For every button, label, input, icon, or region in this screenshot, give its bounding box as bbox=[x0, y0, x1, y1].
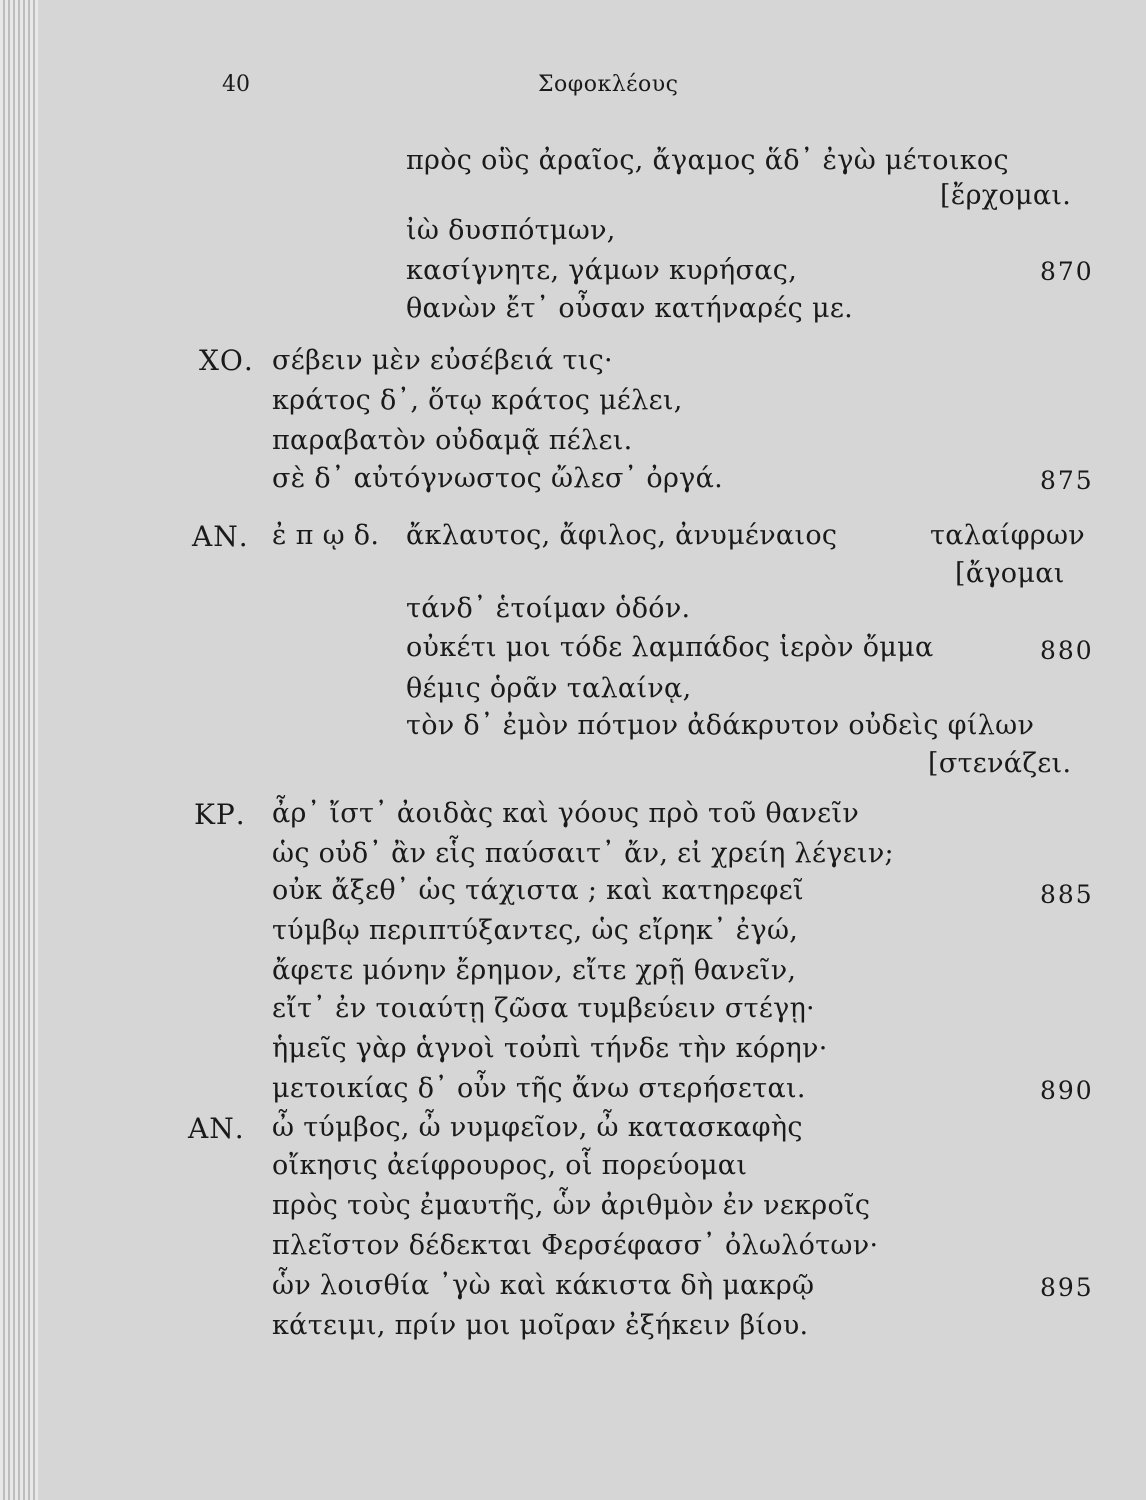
line-number: 870 bbox=[1040, 257, 1094, 286]
verse-line: κάτειμι, πρίν μοι μοῖραν ἐξήκειν βίου. bbox=[272, 1310, 809, 1341]
verse-line: σέβειν μὲν εὐσέβειά τις· bbox=[272, 345, 613, 376]
verse-line: ἆρ᾽ ἴστ᾽ ἀοιδὰς καὶ γόους πρὸ τοῦ θανεῖν bbox=[272, 798, 860, 829]
verse-line-continuation: [ἄγομαι bbox=[955, 558, 1065, 589]
line-number: 875 bbox=[1040, 466, 1094, 495]
verse-line: οὐκέτι μοι τόδε λαμπάδος ἱερὸν ὄμμα bbox=[406, 632, 934, 663]
verse-line: θανὼν ἔτ᾽ οὖσαν κατήναρές με. bbox=[406, 293, 854, 324]
verse-line: ἄκλαυτος, ἄφιλος, ἀνυμέναιος bbox=[406, 520, 838, 551]
verse-line: πλεῖστον δέδεκται Φερσέφασσ᾽ ὀλωλότων· bbox=[272, 1230, 879, 1261]
verse-line: ὡς οὐδ᾽ ἂν εἷς παύσαιτ᾽ ἄν, εἰ χρείη λέγειν; bbox=[272, 838, 894, 869]
page-number: 40 bbox=[222, 72, 250, 97]
line-number: 885 bbox=[1040, 880, 1094, 909]
verse-line: ἄφετε μόνην ἔρημον, εἴτε χρῇ θανεῖν, bbox=[272, 955, 797, 986]
running-title: Σοφοκλέους bbox=[538, 72, 679, 97]
speaker-label-antigone: ΑΝ. bbox=[188, 1112, 245, 1145]
verse-line: ἡμεῖς γὰρ ἁγνοὶ τοὐπὶ τήνδε τὴν κόρην· bbox=[272, 1033, 828, 1064]
verse-line: κράτος δ᾽, ὅτῳ κράτος μέλει, bbox=[272, 385, 683, 416]
speaker-label-antigone: ΑΝ. bbox=[192, 520, 249, 553]
epode-label: ἐ π ῳ δ. bbox=[272, 520, 380, 551]
verse-line: κασίγνητε, γάμων κυρήσας, bbox=[406, 255, 798, 286]
verse-line: θέμις ὁρᾶν ταλαίνᾳ, bbox=[406, 673, 692, 704]
verse-line: εἴτ᾽ ἐν τοιαύτῃ ζῶσα τυμβεύειν στέγῃ· bbox=[272, 993, 815, 1024]
line-number: 890 bbox=[1040, 1076, 1094, 1105]
verse-line: παραβατὸν οὐδαμᾷ πέλει. bbox=[272, 425, 633, 456]
page-edge-stack bbox=[0, 0, 38, 1500]
verse-line-continuation: ταλαίφρων bbox=[930, 520, 1086, 551]
verse-line-continuation: [ἔρχομαι. bbox=[940, 180, 1072, 211]
line-number: 895 bbox=[1040, 1273, 1094, 1302]
line-number: 880 bbox=[1040, 636, 1094, 665]
verse-line: ὧν λοισθία ᾿γὼ καὶ κάκιστα δὴ μακρῷ bbox=[272, 1270, 815, 1301]
verse-line-continuation: [στενάζει. bbox=[928, 748, 1072, 779]
verse-line: πρὸς οὓς ἀραῖος, ἄγαμος ἅδ᾽ ἐγὼ μέτοικος bbox=[406, 145, 1009, 176]
verse-line: τύμβῳ περιπτύξαντες, ὡς εἴρηκ᾽ ἐγώ, bbox=[272, 915, 799, 946]
verse-line: μετοικίας δ᾽ οὖν τῆς ἄνω στερήσεται. bbox=[272, 1073, 806, 1104]
speaker-label-kreon: ΚΡ. bbox=[194, 798, 246, 831]
verse-line: οἴκησις ἀείφρουρος, οἷ πορεύομαι bbox=[272, 1150, 748, 1181]
verse-line: τάνδ᾽ ἑτοίμαν ὁδόν. bbox=[406, 593, 691, 624]
speaker-label-chorus: ΧΟ. bbox=[199, 344, 254, 377]
verse-line: ἰὼ δυσπότμων, bbox=[406, 215, 616, 246]
verse-line: οὐκ ἄξεθ᾽ ὡς τάχιστα ; καὶ κατηρεφεῖ bbox=[272, 875, 804, 906]
verse-line: πρὸς τοὺς ἐμαυτῆς, ὧν ἀριθμὸν ἐν νεκροῖς bbox=[272, 1190, 871, 1221]
verse-line: σὲ δ᾽ αὐτόγνωστος ὤλεσ᾽ ὀργά. bbox=[272, 463, 723, 494]
verse-line: ὦ τύμβος, ὦ νυμφεῖον, ὦ κατασκαφὴς bbox=[272, 1112, 803, 1143]
verse-line: τὸν δ᾽ ἐμὸν πότμον ἀδάκρυτον οὐδεὶς φίλων bbox=[406, 710, 1035, 741]
